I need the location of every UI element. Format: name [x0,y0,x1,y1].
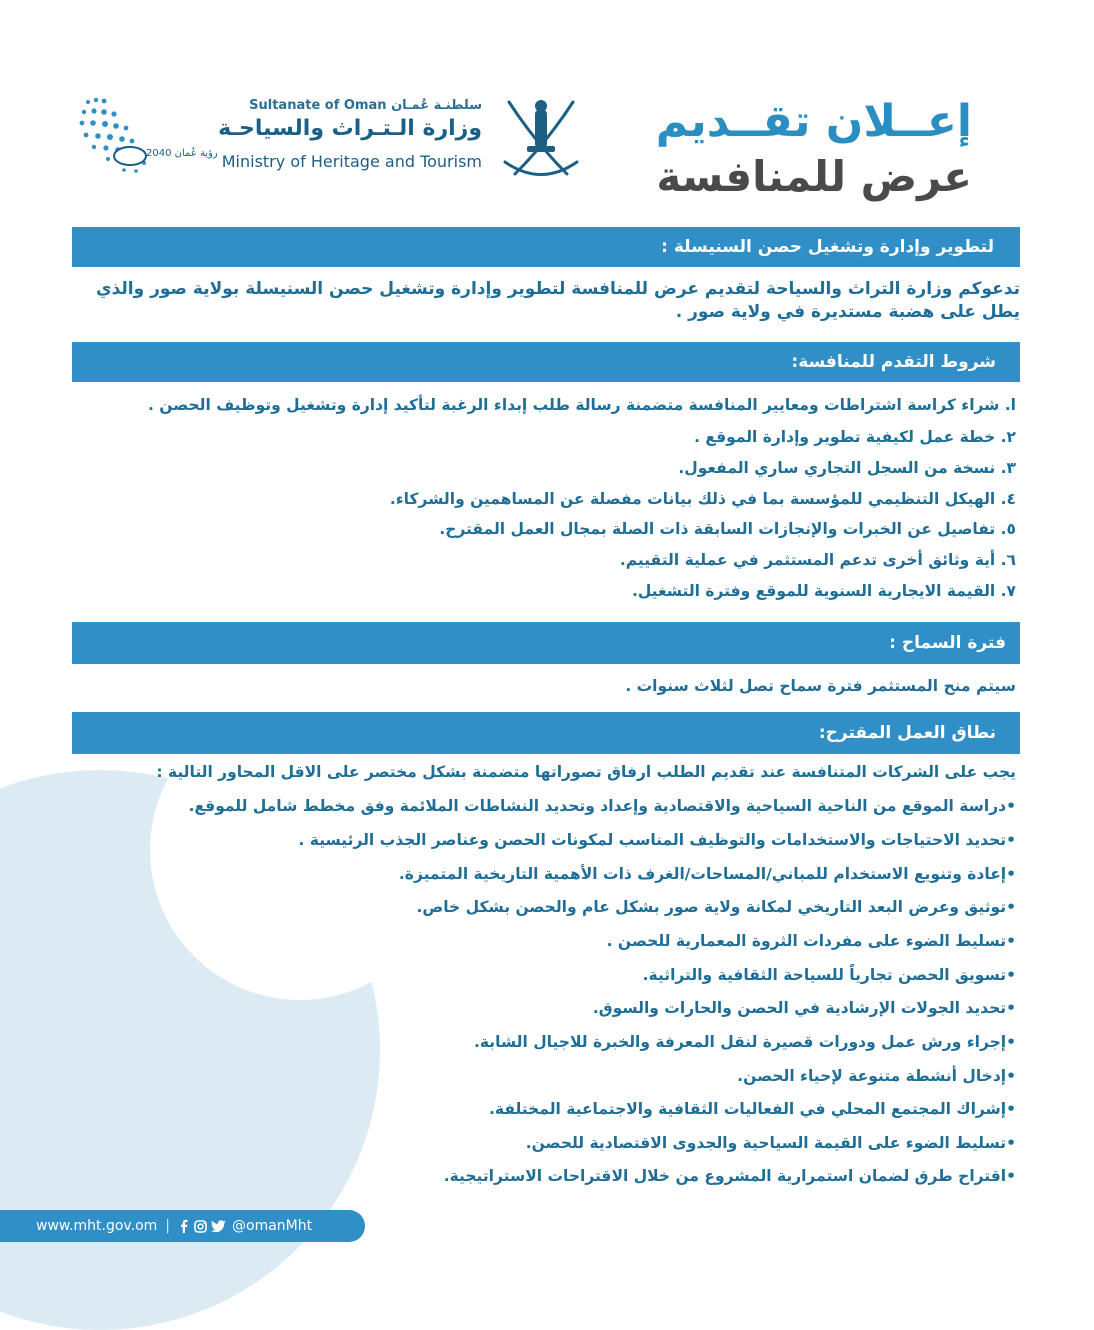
ministry-name-english: Ministry of Heritage and Tourism [221,152,482,171]
website-link[interactable]: www.mht.gov.om [36,1218,158,1234]
announcement-subtitle: عرض للمنافسة [656,152,972,201]
scope-item: •إعادة وتنويع الاستخدام للمباني/المساحات/الغرف ذات الأهمية التاريخية المتميزة. [398,865,1016,883]
scope-item: •إجراء ورش عمل ودورات قصيرة لنقل المعرفة والخبرة للاجيال الشابة. [473,1033,1016,1051]
vision-label: رؤية عُمان 2040 [146,148,218,159]
section-bar-grace [72,622,1020,664]
condition-item: ا. شراء كراسة اشتراطات ومعايير المنافسة متضمنة رسالة طلب إبداء الرغبة لتأكيد إدارة وتشغيل وتوظيف الحصن . [148,396,1016,414]
condition-item: ٧. القيمة الايجارية السنوية للموقع وفترة التشغيل. [631,582,1016,600]
sultanate-line: Sultanate of Oman سلطنـة عُمـان [249,98,482,113]
section-bar-label: لتطوير وإدارة وتشغيل حصن السنيسلة : [661,237,994,257]
intro-paragraph: تدعوكم وزارة التراث والسياحة لتقديم عرض للمنافسة لتطوير وإدارة وتشغيل حصن السنيسلة بولاية صور والذي يطل على هضبة مستديرة في ولاية صور . [96,279,1020,322]
section-bar-label: فترة السماح : [889,633,1006,653]
ministry-logo-text [220,98,482,178]
section-bar-label: شروط التقدم للمنافسة: [791,352,996,372]
ministry-name-arabic: وزارة الـتـراث والسياحـة [218,116,482,141]
condition-item: ٣. نسخة من السجل التجاري ساري المفعول. [678,459,1016,477]
section-bar-project [72,227,1020,267]
scope-intro: يجب على الشركات المتنافسة عند تقديم الطلب ارفاق تصوراتها متضمنة بشكل مختصر على الاقل المحاور التالية : [156,763,1016,781]
oman-vision-2040-logo [68,90,218,185]
national-emblem-icon [495,92,587,184]
scope-item: •إشراك المجتمع المحلي في الفعاليات الثقافية والاجتماعية المختلفة. [489,1100,1016,1118]
instagram-icon[interactable] [194,1220,207,1233]
condition-item: ٦. أية وثائق أخرى تدعم المستثمر في عملية التقييم. [619,551,1016,569]
social-handle[interactable]: @omanMht [232,1218,313,1234]
scope-item: •اقتراح طرق لضمان استمرارية المشروع من خلال الاقتراحات الاستراتيجية. [443,1167,1016,1185]
condition-item: ٥. تفاصيل عن الخبرات والإنجازات السابقة ذات الصلة بمجال العمل المقترح. [439,520,1016,538]
scope-item: •إدخال أنشطة متنوعة لإحياء الحصن. [737,1067,1016,1085]
scope-item: •تسليط الضوء على مفردات الثروة المعمارية للحصن . [606,932,1016,950]
section-bar-conditions [72,342,1020,382]
scope-item: •دراسة الموقع من الناحية السياحية والاقتصادية وإعداد وتحديد النشاطات الملائمة وفق مخطط شامل للموقع. [188,797,1016,815]
section-bar-label: نطاق العمل المقترح: [818,723,996,743]
announcement-title: إعــلان تقــديم [655,96,972,147]
social-icons [178,1219,226,1233]
footer-bar [0,1210,365,1242]
scope-item: •تسليط الضوء على القيمة السياحية والجدوى الاقتصادية للحصن. [525,1134,1016,1152]
scope-item: •تحديد الاحتياجات والاستخدامات والتوظيف المناسب لمكونات الحصن وعناصر الجذب الرئيسية . [298,831,1016,849]
scope-item: •تسويق الحصن تجارياً للسياحة الثقافية والتراثية. [642,966,1016,984]
condition-item: ٢. خطة عمل لكيفية تطوير وإدارة الموقع . [694,428,1016,446]
footer-separator: | [165,1218,170,1234]
section-bar-scope [72,712,1020,754]
scope-item: •توثيق وعرض البعد التاريخي لمكانة ولاية صور بشكل عام والحصن بشكل خاص. [416,898,1016,916]
grace-text: سيتم منح المستثمر فترة سماح تصل لثلاث سنوات . [625,677,1016,695]
facebook-icon[interactable] [178,1219,190,1233]
scope-item: •تحديد الجولات الإرشادية في الحصن والحارات والسوق. [592,999,1016,1017]
twitter-icon[interactable] [211,1220,226,1233]
condition-item: ٤. الهيكل التنظيمي للمؤسسة بما في ذلك بيانات مفصلة عن المساهمين والشركاء. [389,490,1016,508]
